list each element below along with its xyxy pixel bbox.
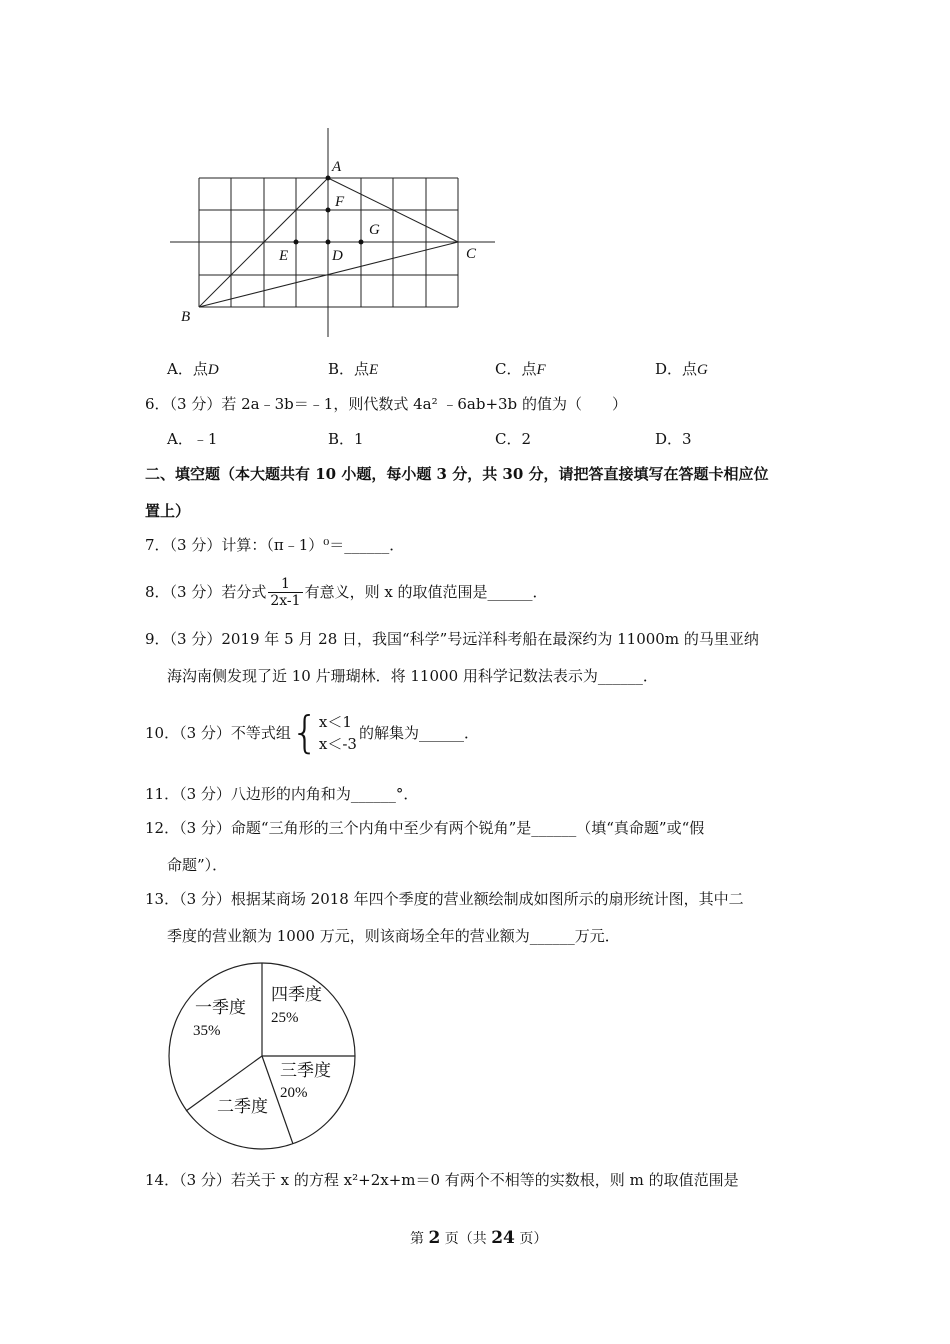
pie-label-q3: 三季度 — [280, 1061, 331, 1080]
q6-option-b: B．1 — [328, 430, 364, 448]
pie-label-q4: 四季度 — [271, 985, 322, 1004]
question-14: 14．（3 分）若关于 x 的方程 x²+2x+m＝0 有两个不相等的实数根，则 m 的取值范围是 — [145, 1171, 739, 1189]
label-A: A — [332, 159, 342, 175]
q8-fraction: $\frac{1}{2x-1}$ — [270, 575, 301, 609]
section-2-heading-cont: 置上） — [145, 502, 191, 520]
pie-percent-q4: 25% — [271, 1010, 299, 1026]
inequality-system: x＜1 x＜-3 — [318, 713, 357, 753]
label-C: C — [466, 246, 477, 262]
q6-option-c: C．2 — [495, 430, 532, 448]
question-8: 8．（3 分）若分式 $\frac{1}{2x-1}$ 有意义，则 x 的取值范围是______． — [145, 575, 548, 609]
question-7: 7．（3 分）计算：（π﹣1）⁰＝______． — [145, 536, 405, 554]
question-12: 12．（3 分）命题“三角形的三个内角中至少有两个锐角”是______（填“真命题”或“假 — [145, 819, 705, 837]
label-G: G — [369, 222, 380, 238]
q5-option-c: C．点F — [495, 360, 546, 378]
q6-option-a: A．﹣1 — [167, 430, 218, 448]
q5-option-a: A．点D — [167, 360, 219, 378]
q6-option-d: D．3 — [655, 430, 692, 448]
pie-percent-q1: 35% — [193, 1023, 221, 1039]
q5-option-d: D．点G — [655, 360, 708, 378]
q5-option-b: B．点E — [328, 360, 379, 378]
pie-label-q2: 二季度 — [217, 1097, 268, 1116]
label-E: E — [279, 248, 289, 264]
label-D: D — [332, 248, 343, 264]
label-B: B — [181, 309, 191, 325]
pie-chart — [165, 960, 365, 1152]
pie-label-q1: 一季度 — [195, 998, 246, 1017]
question-11: 11．（3 分）八边形的内角和为______°． — [145, 785, 419, 803]
page-footer: 第 2 页（共 24 页） — [410, 1228, 548, 1248]
section-2-heading: 二、填空题（本大题共有 10 小题，每小题 3 分，共 30 分，请把答直接填写在答题卡相应位 — [145, 465, 769, 483]
question-12-cont: 命题”）． — [167, 856, 228, 874]
question-6: 6．（3 分）若 2a﹣3b＝﹣1，则代数式 4a² ﹣6ab+3b 的值为（ ） — [145, 395, 627, 413]
grid-figure — [165, 125, 505, 345]
question-13: 13．（3 分）根据某商场 2018 年四个季度的营业额绘制成如图所示的扇形统计图，其中二 — [145, 890, 744, 908]
question-9: 9．（3 分）2019 年 5 月 28 日，我国“科学”号远洋科考船在最深约为 11000m 的马里亚纳 — [145, 630, 759, 648]
question-13-cont: 季度的营业额为 1000 万元，则该商场全年的营业额为______万元． — [167, 927, 620, 945]
brace-icon: { — [290, 707, 319, 758]
question-10: 10．（3 分）不等式组 { x＜1 x＜-3 的解集为______． — [145, 707, 479, 758]
pie-percent-q3: 20% — [280, 1085, 308, 1101]
question-9-cont: 海沟南侧发现了近 10 片珊瑚林．将 11000 用科学记数法表示为______． — [167, 667, 658, 685]
label-F: F — [335, 194, 345, 210]
